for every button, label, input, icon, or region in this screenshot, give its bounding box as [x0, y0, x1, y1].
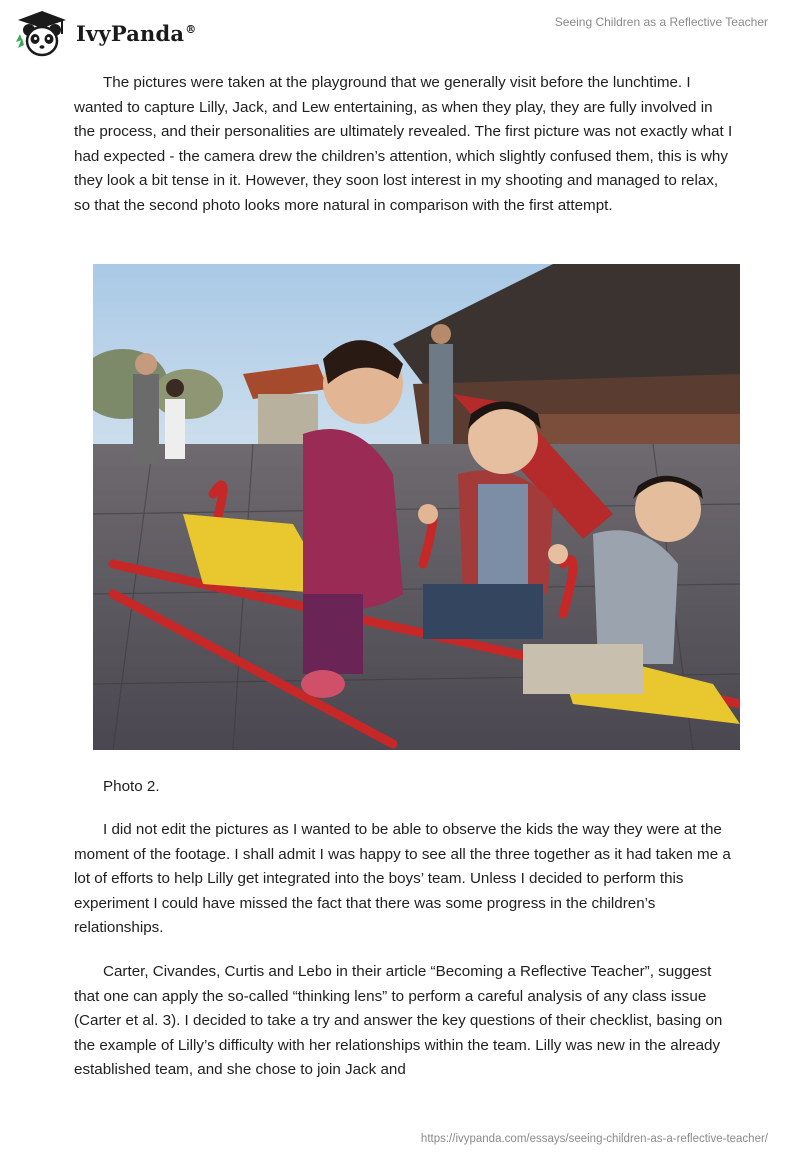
paragraph-1: The pictures were taken at the playground that we generally visit before the lunchtime. I wanted to capture Lilly, Jack, and Lew entertaining, as when they play, they are fully involved in the process, and their personalities are ultimately revealed. The first picture was not exactly what I had expected - the camera drew the children’s attention, which slightly confused them, this is why they look a bit tense in it. However, they soon lost interest in my shooting and managed to relax, so that the second photo looks more natural in comparison with the first attempt.	[74, 74, 733, 214]
source-url-link[interactable]: https://ivypanda.com/essays/seeing-children-as-a-reflective-teacher/	[420, 1133, 768, 1145]
paragraph-3: Carter, Civandes, Curtis and Lebo in their article “Becoming a Reflective Teacher”, suggest that one can apply the so-called “thinking lens” to perform a careful analysis of any class issue (Carter et al. 3). I decided to take a try and answer the key questions of their checklist, basing on the example of Lilly’s difficulty with her relationships within the team. Lilly was new in the already established team, and she chose to join Jack and	[74, 963, 723, 1078]
brand-name: IvyPanda®	[76, 20, 197, 46]
panda-graduation-cap-icon	[14, 8, 70, 58]
ivypanda-logo[interactable]	[14, 8, 196, 58]
photo-2-children-on-seesaw	[93, 264, 740, 750]
page-header	[0, 0, 800, 64]
document-title: Seeing Children as a Reflective Teacher	[554, 15, 768, 29]
paragraph-2: I did not edit the pictures as I wanted to be able to observe the kids the way they were at the moment of the footage. I shall admit I was happy to see all the three together as it had taken me a lot of efforts to help Lilly get integrated into the boys’ team. Unless I decided to perform this experiment I could have missed the fact that there was some progress in the children’s relationships.	[74, 821, 731, 936]
photo-caption: Photo 2.	[103, 778, 160, 795]
